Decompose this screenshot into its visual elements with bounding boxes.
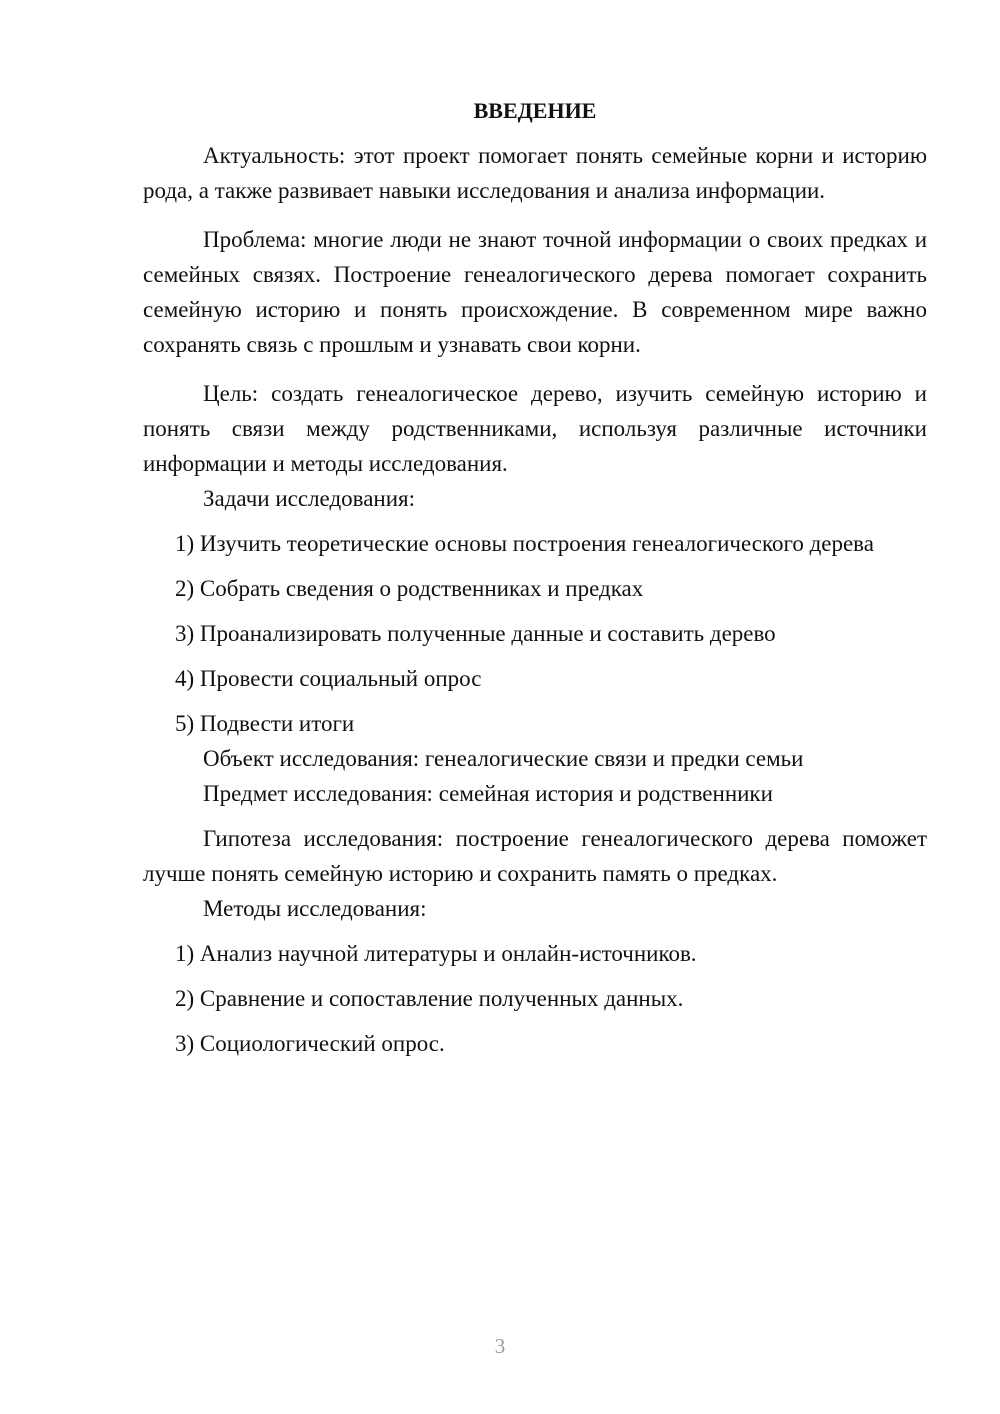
- tasks-title: Задачи исследования:: [203, 486, 416, 511]
- list-item: 4) Провести социальный опрос: [175, 666, 482, 691]
- hypothesis-paragraph: Гипотеза исследования: построение генеалогического дерева поможет лучше понять семейную историю и сохранить память о предках.: [143, 826, 927, 886]
- section-heading: ВВЕДЕНИЕ: [473, 98, 597, 123]
- problem-paragraph: Проблема: многие люди не знают точной информации о своих предках и семейных связях. Построение генеалогического дерева помогает сохранить семейную историю и понять происхождение. В современном мире важно сохранять связь с прошлым и узнавать свои корни.: [143, 227, 927, 357]
- list-item: 3) Социологический опрос.: [175, 1031, 445, 1056]
- page-number: 3: [494, 1334, 506, 1358]
- list-item: 1) Анализ научной литературы и онлайн-источников.: [175, 941, 697, 966]
- page-content: [143, 93, 927, 1061]
- list-item: 5) Подвести итоги: [175, 711, 355, 736]
- list-item: 1) Изучить теоретические основы построения генеалогического дерева: [175, 531, 874, 556]
- tasks-list: [143, 526, 927, 741]
- list-item: 2) Сравнение и сопоставление полученных данных.: [175, 986, 684, 1011]
- list-item: 3) Проанализировать полученные данные и составить дерево: [175, 621, 776, 646]
- subject-line: Предмет исследования: семейная история и родственники: [203, 781, 773, 806]
- list-item: 2) Собрать сведения о родственниках и предках: [175, 576, 644, 601]
- methods-title: Методы исследования:: [203, 896, 427, 921]
- methods-list: [143, 936, 927, 1061]
- relevance-paragraph: Актуальность: этот проект помогает понять семейные корни и историю рода, а также развивает навыки исследования и анализа информации.: [143, 143, 927, 203]
- goal-paragraph: Цель: создать генеалогическое дерево, изучить семейную историю и понять связи между родственниками, используя различные источники информации и методы исследования.: [143, 381, 927, 476]
- object-line: Объект исследования: генеалогические связи и предки семьи: [203, 746, 804, 771]
